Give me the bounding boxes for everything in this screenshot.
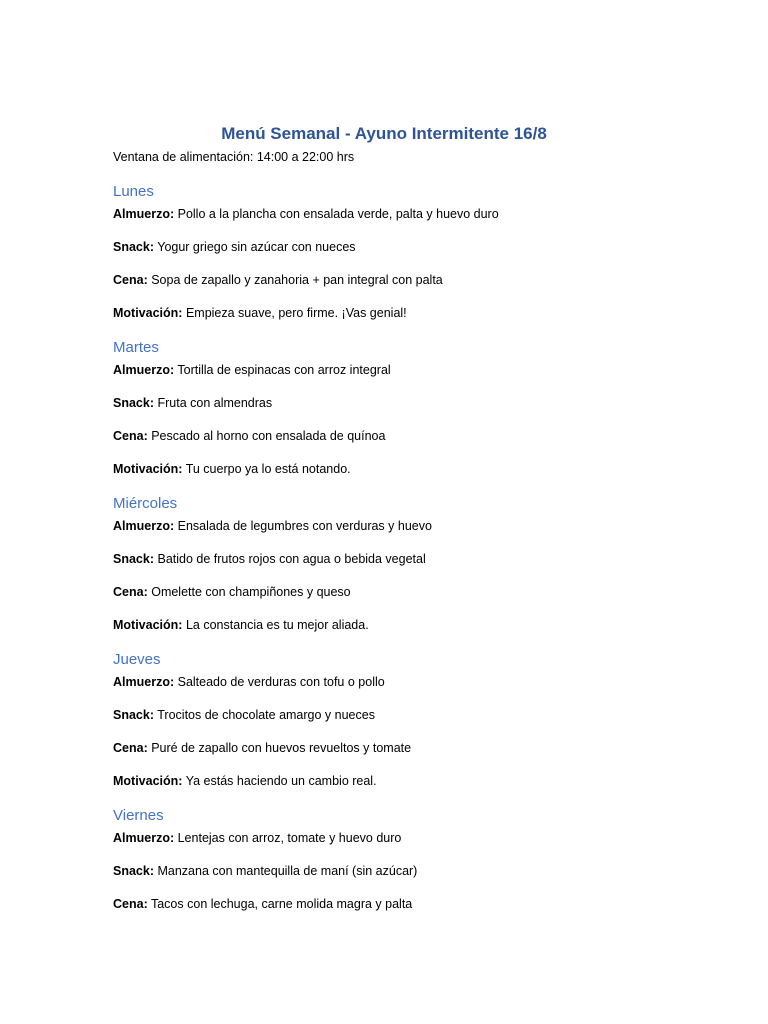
meal-text: Salteado de verduras con tofu o pollo	[177, 675, 385, 689]
meal-line-snack	[113, 395, 673, 428]
day-heading: Martes	[113, 339, 159, 356]
day-heading: Viernes	[113, 807, 164, 824]
meal-line-cena	[113, 272, 673, 305]
document-title: Menú Semanal - Ayuno Intermitente 16/8	[221, 124, 547, 143]
meal-text: Lentejas con arroz, tomate y huevo duro	[177, 831, 402, 845]
meal-label: Almuerzo:	[113, 831, 175, 845]
meal-text: Pescado al horno con ensalada de quínoa	[151, 429, 386, 443]
meal-label: Snack:	[113, 708, 154, 722]
meal-text: Batido de frutos rojos con agua o bebida vegetal	[157, 552, 426, 566]
meal-label: Motivación:	[113, 774, 183, 788]
meal-label: Snack:	[113, 864, 154, 878]
day-section-viernes	[113, 806, 673, 922]
day-section-miercoles	[113, 494, 673, 643]
meal-label: Cena:	[113, 585, 148, 599]
meal-line-motivacion	[113, 617, 673, 643]
meal-line-snack	[113, 707, 673, 740]
meal-label: Almuerzo:	[113, 519, 175, 533]
feeding-window-text: Ventana de alimentación: 14:00 a 22:00 hrs	[113, 150, 355, 164]
meal-line-motivacion	[113, 305, 673, 331]
meal-label: Snack:	[113, 240, 154, 254]
meal-text: Manzana con mantequilla de maní (sin azúcar)	[157, 864, 418, 878]
meal-label: Almuerzo:	[113, 207, 175, 221]
meal-label: Cena:	[113, 897, 148, 911]
weekly-menu	[113, 182, 673, 929]
meal-label: Snack:	[113, 396, 154, 410]
meal-line-almuerzo	[113, 518, 673, 551]
meal-label: Snack:	[113, 552, 154, 566]
meal-line-motivacion	[113, 461, 673, 487]
meal-line-almuerzo	[113, 362, 673, 395]
meal-line-snack	[113, 551, 673, 584]
meal-text: Tu cuerpo ya lo está notando.	[185, 462, 351, 476]
day-section-lunes	[113, 182, 673, 331]
meal-line-almuerzo	[113, 674, 673, 707]
meal-text: Trocitos de chocolate amargo y nueces	[157, 708, 375, 722]
meal-label: Almuerzo:	[113, 363, 175, 377]
meal-label: Motivación:	[113, 462, 183, 476]
meal-text: Omelette con champiñones y queso	[151, 585, 351, 599]
meal-label: Almuerzo:	[113, 675, 175, 689]
meal-text: Yogur griego sin azúcar con nueces	[157, 240, 356, 254]
meal-line-motivacion	[113, 773, 673, 799]
meal-label: Cena:	[113, 273, 148, 287]
day-heading: Miércoles	[113, 495, 178, 512]
day-section-martes	[113, 338, 673, 487]
meal-label: Motivación:	[113, 618, 183, 632]
day-section-jueves	[113, 650, 673, 799]
meal-line-snack	[113, 863, 673, 896]
meal-label: Cena:	[113, 429, 148, 443]
meal-text: Pollo a la plancha con ensalada verde, palta y huevo duro	[177, 207, 499, 221]
meal-line-cena	[113, 428, 673, 461]
meal-label: Motivación:	[113, 306, 183, 320]
meal-text: Tacos con lechuga, carne molida magra y palta	[150, 897, 413, 911]
meal-text: Puré de zapallo con huevos revueltos y tomate	[151, 741, 412, 755]
meal-text: Tortilla de espinacas con arroz integral	[177, 363, 391, 377]
meal-line-almuerzo	[113, 206, 673, 239]
meal-line-cena	[113, 740, 673, 773]
meal-line-cena	[113, 896, 673, 922]
meal-line-almuerzo	[113, 830, 673, 863]
meal-text: Empieza suave, pero firme. ¡Vas genial!	[185, 306, 407, 320]
meal-text: Fruta con almendras	[157, 396, 273, 410]
day-heading: Jueves	[113, 651, 161, 668]
meal-line-cena	[113, 584, 673, 617]
meal-line-snack	[113, 239, 673, 272]
meal-label: Cena:	[113, 741, 148, 755]
meal-text: Sopa de zapallo y zanahoria + pan integral con palta	[151, 273, 443, 287]
meal-text: La constancia es tu mejor aliada.	[185, 618, 369, 632]
day-heading: Lunes	[113, 183, 154, 200]
meal-text: Ya estás haciendo un cambio real.	[185, 774, 377, 788]
meal-text: Ensalada de legumbres con verduras y huevo	[177, 519, 432, 533]
